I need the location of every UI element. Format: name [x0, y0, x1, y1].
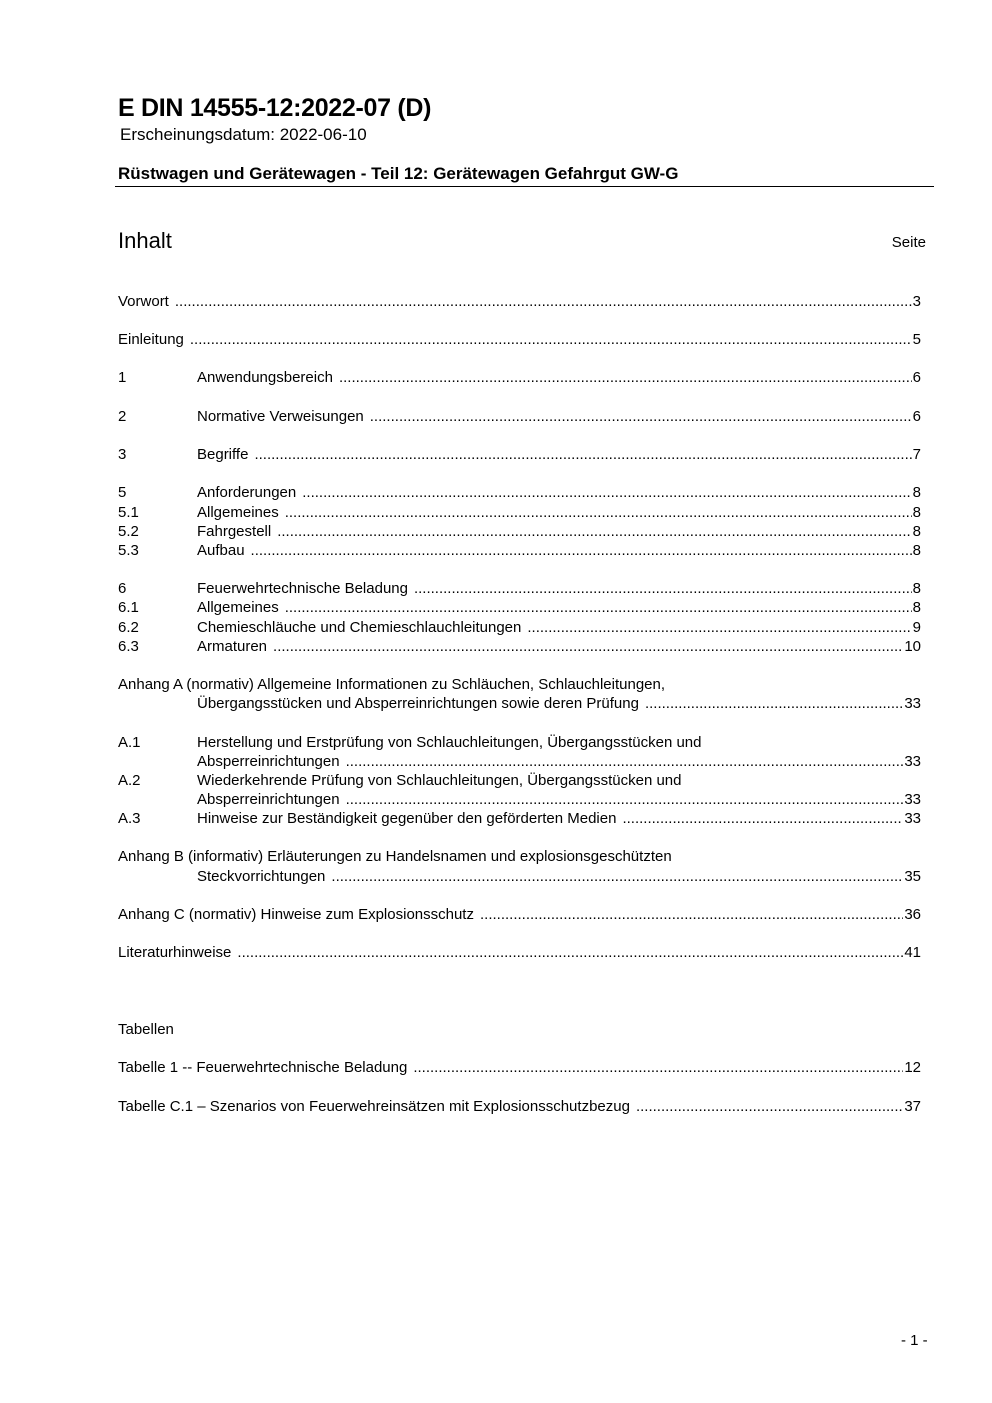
toc-entry-continuation [197, 752, 921, 772]
toc-section-number: 5 [118, 484, 127, 501]
publication-date: Erscheinungsdatum: 2022-06-10 [120, 125, 367, 144]
toc-page-number: 12 [904, 1059, 921, 1076]
toc-entry-text: Anforderungen [197, 484, 297, 501]
toc-entry-anhang-c[interactable] [118, 905, 921, 925]
toc-entry-text: Armaturen [197, 638, 268, 655]
toc-entry-text: Hinweise zur Beständigkeit gegenüber den geförderten Medien [197, 810, 617, 827]
toc-entry-text: Feuerwehrtechnische Beladung [197, 580, 408, 597]
toc-entry-tabelle-c-1[interactable] [118, 1097, 921, 1117]
toc-section-number: 1 [118, 369, 127, 386]
tables-heading: Tabellen [118, 1021, 174, 1038]
toc-page-number: 41 [904, 944, 921, 961]
toc-section-number: 3 [118, 446, 127, 463]
leader-dots [527, 618, 911, 638]
toc-entry-section-6[interactable] [118, 579, 921, 599]
leader-dots [636, 1097, 903, 1117]
toc-entry-text: Steckvorrichtungen [197, 868, 326, 885]
toc-page-number: 8 [912, 599, 921, 616]
toc-page-number: 37 [904, 1098, 921, 1115]
toc-section-number: A.3 [118, 810, 141, 827]
toc-entry-section-3[interactable] [118, 445, 921, 465]
toc-entry-continuation [197, 694, 921, 714]
leader-dots [273, 637, 903, 657]
leader-dots [346, 790, 904, 810]
toc-section-number: 6.1 [118, 599, 139, 616]
toc-entry-text: Anhang B (informativ) Erläuterungen zu Handelsnamen und explosionsgeschützten [118, 848, 672, 865]
document-title: Rüstwagen und Gerätewagen - Teil 12: Gerätewagen Gefahrgut GW-G [118, 164, 679, 183]
toc-entry-a-3[interactable] [118, 809, 921, 829]
toc-entry-section-1[interactable] [118, 368, 921, 388]
toc-entry-text: Fahrgestell [197, 523, 272, 540]
leader-dots [622, 809, 903, 829]
toc-page-number: 36 [904, 906, 921, 923]
leader-dots [413, 1058, 903, 1078]
toc-entry-section-5-1[interactable] [118, 503, 921, 523]
toc-page-number: 7 [912, 446, 921, 463]
toc-entry-vorwort[interactable] [118, 292, 921, 312]
toc-entry-text: Literaturhinweise [118, 944, 232, 961]
toc-entry-text: Übergangsstücken und Absperreinrichtungen sowie deren Prüfung [197, 695, 639, 712]
toc-section-number: 5.3 [118, 542, 139, 559]
toc-entry-section-2[interactable] [118, 407, 921, 427]
leader-dots [251, 541, 912, 561]
toc-entry-text: Normative Verweisungen [197, 408, 364, 425]
toc-page-number: 8 [912, 484, 921, 501]
title-rule [115, 186, 934, 187]
toc-entry-text: Einleitung [118, 331, 184, 348]
toc-page-number: 6 [912, 408, 921, 425]
toc-section-number: 5.1 [118, 504, 139, 521]
toc-entry-text: Anhang C (normativ) Hinweise zum Explosionsschutz [118, 906, 474, 923]
toc-entry-text: Absperreinrichtungen [197, 791, 340, 808]
toc-entry-text: Absperreinrichtungen [197, 753, 340, 770]
toc-page-number: 33 [904, 791, 921, 808]
leader-dots [645, 694, 903, 714]
toc-entry-text: Chemieschläuche und Chemieschlauchleitungen [197, 619, 522, 636]
toc-entry-text: Aufbau [197, 542, 245, 559]
toc-entry-section-5-3[interactable] [118, 541, 921, 561]
toc-entry-section-5[interactable] [118, 483, 921, 503]
toc-page-number: 35 [904, 868, 921, 885]
toc-entry-text: Vorwort [118, 293, 169, 310]
toc-page-number: 10 [904, 638, 921, 655]
page-number: - 1 - [901, 1332, 928, 1349]
toc-entry-tabelle-1[interactable] [118, 1058, 921, 1078]
toc-page-number: 33 [904, 753, 921, 770]
toc-entry-continuation [197, 790, 921, 810]
toc-entry-section-5-2[interactable] [118, 522, 921, 542]
leader-dots [277, 522, 911, 542]
toc-page-number: 5 [912, 331, 921, 348]
toc-section-number: 6.2 [118, 619, 139, 636]
toc-page-number: 8 [912, 542, 921, 559]
page-column-label: Seite [891, 234, 926, 251]
toc-entry-einleitung[interactable] [118, 330, 921, 350]
leader-dots [414, 579, 912, 599]
toc-entry-section-6-3[interactable] [118, 637, 921, 657]
leader-dots [480, 905, 903, 925]
leader-dots [331, 867, 903, 887]
toc-entry-text: Anhang A (normativ) Allgemeine Informationen zu Schläuchen, Schlauchleitungen, [118, 676, 666, 693]
toc-entry-text: Wiederkehrende Prüfung von Schlauchleitungen, Übergangsstücken und [197, 772, 682, 789]
toc-section-number: 6.3 [118, 638, 139, 655]
toc-section-number: A.1 [118, 734, 141, 751]
toc-entry-text: Herstellung und Erstprüfung von Schlauchleitungen, Übergangsstücken und [197, 734, 702, 751]
leader-dots [175, 292, 912, 312]
toc-section-number: A.2 [118, 772, 141, 789]
leader-dots [302, 483, 911, 503]
toc-entry-text: Anwendungsbereich [197, 369, 333, 386]
toc-page-number: 3 [912, 293, 921, 310]
toc-page-number: 8 [912, 523, 921, 540]
leader-dots [237, 943, 903, 963]
toc-section-number: 6 [118, 580, 127, 597]
toc-entry-text: Tabelle 1 -- Feuerwehrtechnische Beladung [118, 1059, 408, 1076]
leader-dots [285, 598, 912, 618]
toc-page-number: 8 [912, 504, 921, 521]
toc-entry-text: Allgemeines [197, 599, 279, 616]
toc-heading: Inhalt [118, 228, 172, 253]
toc-entry-section-6-2[interactable] [118, 618, 921, 638]
toc-page-number: 6 [912, 369, 921, 386]
leader-dots [254, 445, 911, 465]
toc-page-number: 33 [904, 810, 921, 827]
toc-entry-text: Begriffe [197, 446, 249, 463]
toc-entry-literaturhinweise[interactable] [118, 943, 921, 963]
toc-page-number: 8 [912, 580, 921, 597]
toc-entry-text: Allgemeines [197, 504, 279, 521]
toc-section-number: 5.2 [118, 523, 139, 540]
toc-entry-section-6-1[interactable] [118, 598, 921, 618]
leader-dots [370, 407, 912, 427]
document-id: E DIN 14555-12:2022-07 (D) [118, 94, 432, 122]
toc-entry-text: Tabelle C.1 – Szenarios von Feuerwehreinsätzen mit Explosionsschutzbezug [118, 1098, 630, 1115]
leader-dots [339, 368, 912, 388]
leader-dots [346, 752, 904, 772]
toc-section-number: 2 [118, 408, 127, 425]
toc-page-number: 9 [912, 619, 921, 636]
leader-dots [285, 503, 912, 523]
toc-entry-continuation [197, 867, 921, 887]
leader-dots [190, 330, 912, 350]
toc-page-number: 33 [904, 695, 921, 712]
